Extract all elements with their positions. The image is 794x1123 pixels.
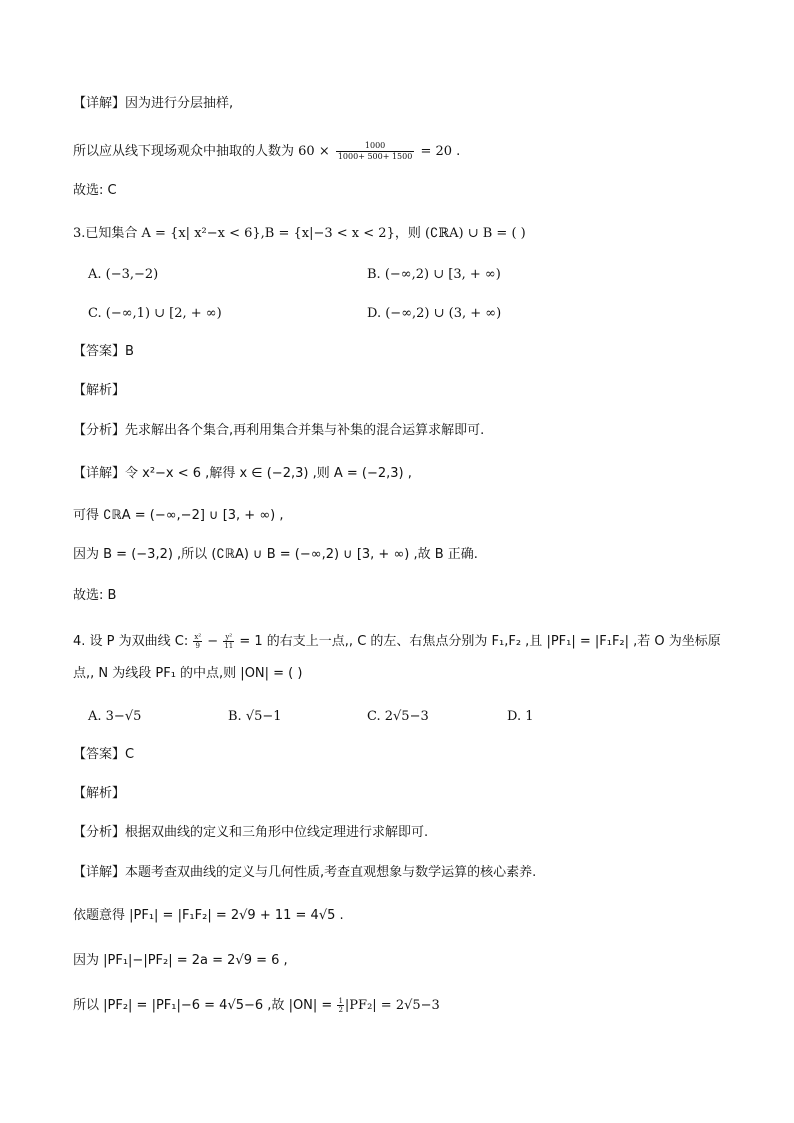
q4-detail: 【详解】本题考查双曲线的定义与几何性质,考查直观想象与数学运算的核心素养.: [73, 865, 537, 880]
fraction: [336, 141, 414, 162]
q4-frac-y-den: 11: [224, 642, 234, 650]
question-4-stem-line-2: 点,, N 为线段 PF₁ 的中点,则 |ON| = ( ): [73, 666, 303, 681]
calc-text: 所以应从线下现场观众中抽取的人数为: [73, 144, 299, 159]
q4-step-3-start: 所以 |PF₂| = |PF₁|−6 = 4√5−6 ,故 |ON| =: [73, 998, 337, 1013]
q3-analysis: 【分析】先求解出各个集合,再利用集合并集与补集的混合运算求解即可.: [73, 423, 485, 438]
q4-option-a: A. 3−√5: [88, 709, 142, 724]
fraction-denominator: 1000+ 500+ 1500: [337, 152, 413, 161]
q3-step-2: 因为 B = (−3,2) ,所以 (∁ℝA) ∪ B = (−∞,2) ∪ [3, + ∞) ,故 B 正确.: [73, 547, 478, 562]
q4-frac-x-num: x²: [194, 633, 202, 641]
q4-analysis-heading: 【解析】: [73, 786, 126, 801]
q4-frac-x-den: 9: [195, 642, 200, 650]
line-calc-audience: [73, 141, 460, 162]
q4-step-3-end: |PF₂| = 2√5−3: [344, 998, 440, 1013]
q3-detail: 【详解】令 x²−x < 6 ,解得 x ∈ (−2,3) ,则 A = (−2,3) ,: [73, 466, 412, 481]
q4-half-den: 2: [338, 1006, 343, 1014]
calc-result: = 20 .: [416, 144, 461, 159]
q4-step-3: [73, 996, 440, 1016]
q4-step-2: 因为 |PF₁|−|PF₂| = 2a = 2√9 = 6 ,: [73, 953, 288, 968]
q4-frac-y: [223, 633, 234, 650]
q4-option-b: B. √5−1: [228, 709, 282, 724]
q4-half-fraction: [337, 997, 343, 1014]
q4-answer: 【答案】C: [73, 747, 135, 762]
line-detail-stratified: 【详解】因为进行分层抽样,: [73, 96, 234, 111]
question-4-stem-line-1: [73, 632, 721, 652]
q3-option-a: A. (−3,−2): [88, 267, 159, 282]
fraction-numerator: 1000: [336, 141, 414, 152]
q4-frac-x: [193, 633, 202, 650]
q3-choice: 故选: B: [73, 588, 117, 603]
question-3-stem: 3.已知集合 A = {x| x²−x < 6},B = {x|−3 < x < 2}，则 (∁ℝA) ∪ B = ( ): [73, 226, 526, 241]
q4-option-c: C. 2√5−3: [367, 709, 429, 724]
q3-option-b: B. (−∞,2) ∪ [3, + ∞): [367, 267, 501, 282]
q4-minus: −: [203, 634, 223, 649]
q3-option-c: C. (−∞,1) ∪ [2, + ∞): [88, 306, 222, 321]
q3-answer: 【答案】B: [73, 344, 134, 359]
q4-frac-y-num: y²: [223, 633, 234, 642]
q4-stem-rest: = 1 的右支上一点,, C 的左、右焦点分别为 F₁,F₂ ,且 |PF₁| = |F₁F₂| ,若 O 为坐标原: [235, 634, 721, 649]
q4-half-num: 1: [338, 997, 343, 1005]
q4-analysis: 【分析】根据双曲线的定义和三角形中位线定理进行求解即可.: [73, 825, 429, 840]
line-choice-c: 故选: C: [73, 183, 117, 198]
q3-analysis-heading: 【解析】: [73, 383, 126, 398]
q4-step-1: 依题意得 |PF₁| = |F₁F₂| = 2√9 + 11 = 4√5 .: [73, 908, 344, 923]
q3-option-d: D. (−∞,2) ∪ (3, + ∞): [367, 306, 502, 321]
q4-option-d: D. 1: [507, 709, 534, 724]
q3-step-1: 可得 ∁ℝA = (−∞,−2] ∪ [3, + ∞) ,: [73, 508, 284, 523]
q4-stem-start: 4. 设 P 为双曲线 C:: [73, 634, 193, 649]
calc-expr: 60 ×: [298, 144, 334, 159]
